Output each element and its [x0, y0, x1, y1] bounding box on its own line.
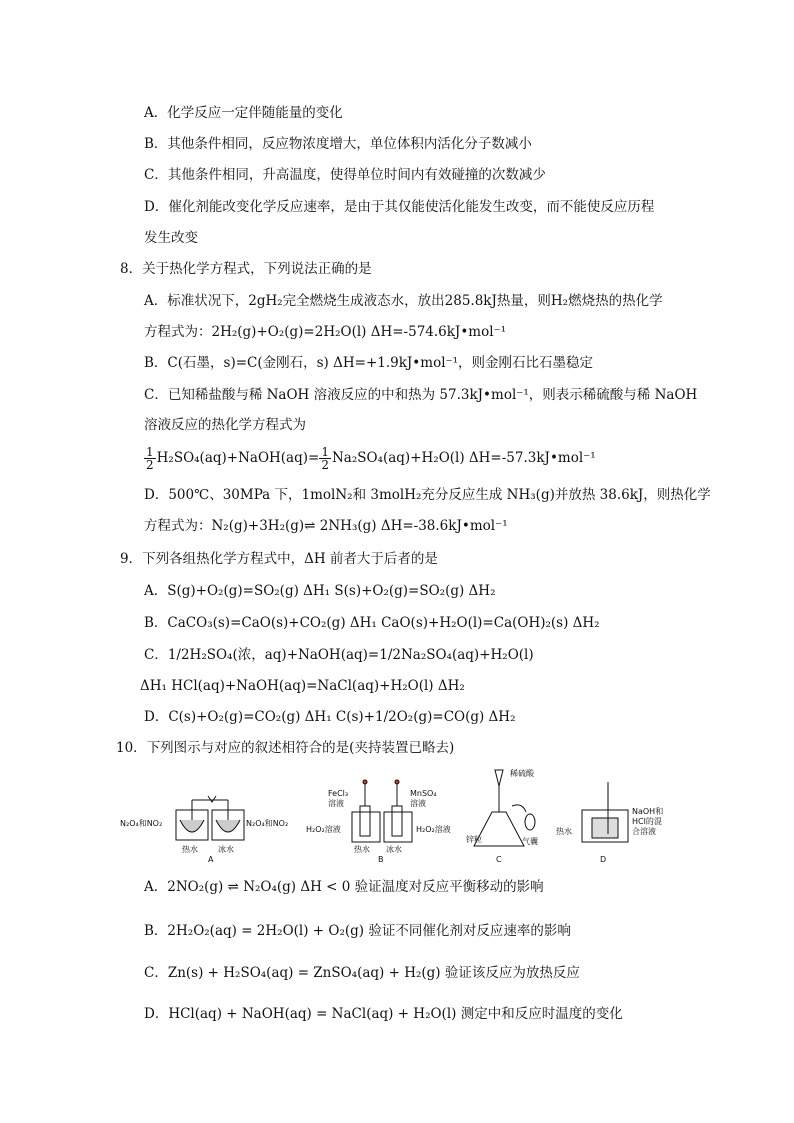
apparatus-d: [556, 782, 663, 862]
q8-option-c-line2: 溶液反应的热化学方程式为: [144, 417, 306, 433]
q7-option-c: C．其他条件相同，升高温度，使得单位时间内有效碰撞的次数减少: [144, 167, 546, 183]
q8-option-b: B．C(石墨，s)=C(金刚石，s) ΔH=+1.9kJ•mol⁻¹，则金刚石比石墨稳定: [144, 355, 594, 371]
label-b-mnso4: MnSO₄: [410, 789, 437, 798]
label-c-acid: 稀硫酸: [510, 769, 534, 778]
label-b-mnso4b: 溶液: [410, 799, 426, 808]
label-b-hot: 热水: [354, 845, 370, 854]
q10-apparatus-figure: [120, 762, 680, 862]
label-b-h2o2-left: H₂O₂溶液: [306, 825, 341, 834]
q10-option-c: C．Zn(s) + H₂SO₄(aq) = ZnSO₄(aq) + H₂(g) 验证该反应为放热反应: [144, 965, 580, 981]
q9-option-b: B．CaCO₃(s)=CaO(s)+CO₂(g) ΔH₁ CaO(s)+H₂O(l)=Ca(OH)₂(s) ΔH₂: [144, 615, 600, 631]
label-c-zinc: 锌粒: [466, 835, 482, 844]
label-d-hot: 热水: [556, 827, 572, 836]
q10-option-d: D．HCl(aq) + NaOH(aq) = NaCl(aq) + H₂O(l) 测定中和反应时温度的变化: [144, 1006, 623, 1022]
q8-stem: 8．关于热化学方程式，下列说法正确的是: [120, 261, 372, 277]
fraction-half-2: $\frac{1}{2}$: [321, 445, 329, 472]
q7-option-a: A．化学反应一定伴随能量的变化: [144, 105, 343, 121]
q8-option-a-line2: 方程式为：2H₂(g)+O₂(g)=2H₂O(l) ΔH=-574.6kJ•mol⁻¹: [144, 324, 507, 340]
q10-option-a: A．2NO₂(g) ⇌ N₂O₄(g) ΔH < 0 验证温度对反应平衡移动的影响: [144, 879, 544, 895]
label-b-cold: 冰水: [386, 845, 402, 854]
q10-option-b: B．2H₂O₂(aq) = 2H₂O(l) + O₂(g) 验证不同催化剂对反应速率的影响: [144, 923, 571, 939]
apparatus-a: [120, 796, 288, 862]
q7-option-d-line1: D．催化剂能改变化学反应速率，是由于其仅能使活化能发生改变，而不能使反应历程: [144, 199, 655, 215]
q10-stem: 10．下列图示与对应的叙述相符合的是(夹持装置已略去): [116, 740, 455, 756]
label-b-fecl3b: 溶液: [328, 799, 344, 808]
label-a-cold: 冰水: [218, 845, 234, 854]
q8-option-c-line1: C．已知稀盐酸与稀 NaOH 溶液反应的中和热为 57.3kJ•mol⁻¹，则表示稀硫酸与稀 NaOH: [144, 387, 698, 403]
label-c-bag: 气囊: [522, 837, 538, 846]
q7-option-b: B．其他条件相同，反应物浓度增大，单位体积内活化分子数减小: [144, 136, 532, 152]
label-a-right: N₂O₄和NO₂: [246, 819, 289, 828]
q9-option-a: A．S(g)+O₂(g)=SO₂(g) ΔH₁ S(s)+O₂(g)=SO₂(g) ΔH₂: [144, 583, 496, 599]
apparatus-c: [466, 768, 538, 862]
q8-option-d-line1: D．500℃、30MPa 下，1molN₂和 3molH₂充分反应生成 NH₃(g)并放热 38.6kJ，则热化学: [144, 487, 711, 503]
fraction-half-1: $\frac{1}{2}$: [146, 445, 154, 472]
q9-option-c-line2: ΔH₁ HCl(aq)+NaOH(aq)=NaCl(aq)+H₂O(l) ΔH₂: [140, 678, 465, 694]
q7-option-d-line2: 发生改变: [144, 230, 198, 246]
label-b-h2o2-right: H₂O₂溶液: [416, 825, 451, 834]
label-d-naoh3: 合溶液: [632, 827, 656, 836]
label-a-tag: A: [208, 855, 214, 862]
label-d-naoh2: HCl的混: [632, 817, 662, 826]
label-b-tag: B: [378, 855, 384, 862]
q9-stem: 9．下列各组热化学方程式中，ΔH 前者大于后者的是: [120, 551, 438, 567]
label-a-hot: 热水: [182, 845, 198, 854]
label-c-tag: C: [496, 855, 502, 862]
apparatus-b: [306, 780, 451, 862]
q8-option-a-line1: A．标准状况下，2gH₂完全燃烧生成液态水，放出285.8kJ热量，则H₂燃烧热的热化学: [144, 293, 663, 309]
q9-option-c-line1: C．1/2H₂SO₄(浓，aq)+NaOH(aq)=1/2Na₂SO₄(aq)+H₂O(l): [144, 647, 534, 663]
label-b-fecl3: FeCl₃: [328, 789, 349, 798]
label-d-tag: D: [600, 855, 607, 862]
q8-option-d-line2: 方程式为：N₂(g)+3H₂(g)⇌ 2NH₃(g) ΔH=-38.6kJ•mol⁻¹: [144, 518, 508, 534]
q9-option-d: D．C(s)+O₂(g)=CO₂(g) ΔH₁ C(s)+1/2O₂(g)=CO(g) ΔH₂: [144, 709, 516, 725]
label-d-naoh1: NaOH和: [632, 807, 664, 816]
q8-option-c-equation: $\frac{1}{2}$ H₂SO₄(aq)+NaOH(aq)= $\frac{1}{2}$ Na₂SO₄(aq)+H₂O(l) ΔH=-57.3kJ•mol⁻¹: [146, 445, 596, 472]
label-a-left: N₂O₄和NO₂: [120, 819, 163, 828]
